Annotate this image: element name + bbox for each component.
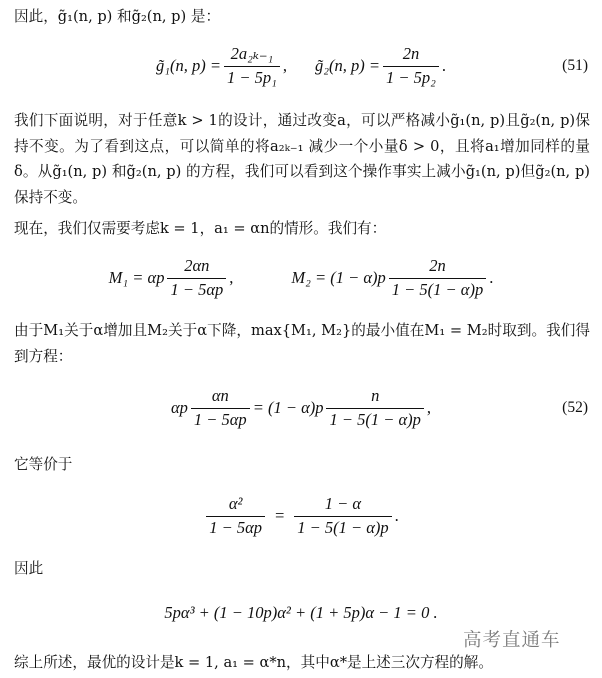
- eq51-numerator-2: 2n: [402, 43, 420, 63]
- eqM-numerator-1: 2αn: [184, 255, 210, 275]
- eq52-fraction-2: [326, 387, 423, 430]
- eqM-end: .: [489, 268, 494, 287]
- eqM-denominator-2: 1 − 5(1 − α)p: [389, 278, 486, 300]
- eq52-numerator-2: n: [371, 385, 380, 405]
- paragraph-equivalent: 它等价于: [14, 456, 73, 473]
- paragraph-conclusion: 综上所述，最优的设计是k = 1, a₁ = α*n，其中α*是上述三次方程的解。: [14, 654, 493, 671]
- eq52-denominator-1: 1 − 5αp: [191, 408, 250, 430]
- eqEquiv-end: .: [394, 506, 399, 525]
- eq51-end: .: [441, 56, 446, 75]
- eq51-separator: ,: [282, 56, 287, 75]
- eqM-lhs2: M₂ = (1 − α)p: [291, 268, 386, 287]
- eqM-denominator-1: 1 − 5αp: [167, 278, 226, 300]
- eq51-fraction-1: [224, 45, 280, 88]
- eqEquiv-fraction-2: [294, 495, 391, 538]
- eq51-denominator-2: 1 − 5p₂: [383, 66, 439, 88]
- equation-cubic: [0, 598, 602, 628]
- eqM-fraction-1: [167, 257, 226, 300]
- equation-M1-M2: [0, 252, 602, 304]
- eq51-lhs1: g̃₁(n, p) =: [156, 56, 221, 75]
- paragraph-intro: 因此，g̃₁(n, p) 和g̃₂(n, p) 是：: [14, 8, 221, 25]
- eqM-numerator-2: 2n: [429, 255, 446, 275]
- eq52-denominator-2: 1 − 5(1 − α)p: [326, 408, 423, 430]
- paragraph-explanation: 我们下面说明，对于任意k > 1的设计，通过改变a，可以严格减小g̃₁(n, p)且g̃₂(n, p)保持不变。为了看到这点，可以简单的将a₂ₖ₋₁ 减少一个小量δ > 0，且将a₁增加同样的量δ。从g̃₁(n, p) 和g̃₂(n, p) 的方程，我们可以看到这个操作事实上减小g̃₁(n, p)但g̃₂(n, p)保持不变。: [14, 112, 590, 206]
- eq52-fraction-1: [191, 387, 250, 430]
- cubic-equation-text: 5pα³ + (1 − 10p)α² + (1 + 5p)α − 1 = 0 .: [164, 603, 438, 622]
- eq52-numerator-1: αn: [211, 385, 229, 405]
- eq51-denominator-1: 1 − 5p₁: [224, 66, 280, 88]
- equation-equivalent: [0, 488, 602, 544]
- eqM-separator: ,: [229, 268, 234, 287]
- eqEquiv-numerator-2: 1 − α: [324, 493, 362, 513]
- eq51-numerator-1: 2a₂ₖ₋₁: [230, 43, 274, 63]
- equation-number-52: (52): [562, 399, 588, 416]
- eqEquiv-equals: =: [274, 506, 286, 525]
- eq52-end: ,: [426, 398, 432, 417]
- equation-number-51: (51): [562, 57, 588, 74]
- paragraph-monotonic: 由于M₁关于α增加且M₂关于α下降，max{M₁, M₂}的最小值在M₁ = M₂时取到。我们得到方程：: [14, 322, 590, 365]
- eq52-middle: = (1 − α)p: [252, 398, 324, 417]
- eq52-lhs: αp: [170, 398, 188, 417]
- paragraph-case-k1: 现在，我们仅需要考虑k = 1，a₁ = αn的情形。我们有：: [14, 220, 387, 237]
- eqEquiv-denominator-1: 1 − 5αp: [206, 516, 265, 538]
- equation-51: [0, 40, 602, 92]
- eqM-fraction-2: [389, 257, 486, 300]
- eqEquiv-numerator-1: α²: [228, 493, 243, 513]
- paragraph-therefore: 因此: [14, 560, 44, 577]
- eq51-fraction-2: [383, 45, 439, 88]
- eqM-lhs1: M₁ = αp: [108, 268, 165, 287]
- eqEquiv-fraction-1: [206, 495, 265, 538]
- eqEquiv-denominator-2: 1 − 5(1 − α)p: [294, 516, 391, 538]
- eq51-lhs2: g̃₂(n, p) =: [315, 56, 380, 75]
- watermark: 高考直通车: [463, 630, 561, 651]
- equation-52: [0, 380, 602, 436]
